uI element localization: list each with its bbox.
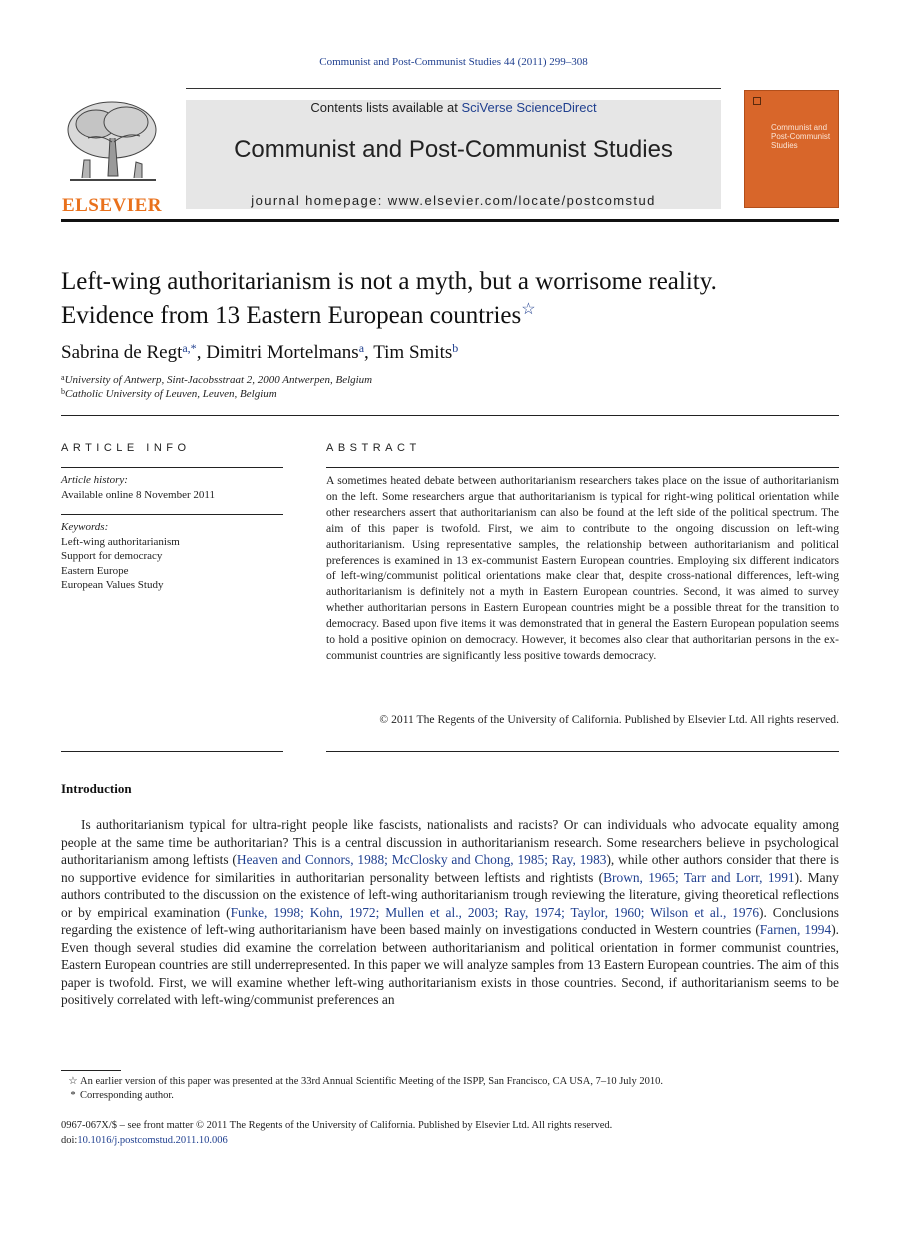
intro-text: ). Even though several studies did examine the correlation between authoritarianism and political orientation in former communist countries, Eastern European countries are still underrepresented. In this paper we will analyze samples from 13 Eastern European countries. The aim of this paper is twofold. First, we will examine whether left-wing authoritarianism exists in those countries. Second, if authoritarianism seems to be positively correlated with left-wing/communist preferences an	[61, 922, 840, 1007]
front-matter-line: 0967-067X/$ – see front matter © 2011 The Regents of the University of California. Published by Elsevier Ltd. All rights reserved.	[61, 1120, 613, 1131]
article-history-value: Available online 8 November 2011	[61, 488, 215, 501]
author-affiliation-mark[interactable]: a	[358, 341, 365, 355]
footnote-asterisk-icon: *	[70, 1090, 76, 1101]
elsevier-wordmark: ELSEVIER	[61, 195, 163, 216]
author-separator: ,	[196, 342, 207, 363]
footnote-text: Corresponding author.	[80, 1090, 174, 1101]
affiliation-text: University of Antwerp, Sint-Jacobsstraat 2, 2000 Antwerpen, Belgium	[64, 374, 373, 386]
doi-link[interactable]: 10.1016/j.postcomstud.2011.10.006	[77, 1135, 228, 1146]
introduction-heading: Introduction	[61, 781, 132, 796]
article-title	[61, 268, 851, 330]
intro-text: Is authoritarianism typical for ultra-right people like fascists, nationalists and racists? Or can individuals who advocate equality among people at the same time be authoritarian? This is a central discussion in authoritarianism research. Some researchers believe in psychological authoritarianism among leftists (	[61, 817, 839, 867]
cover-title: Communist and Post-Communist Studies	[771, 123, 831, 150]
intro-text: ). Conclusions regarding the existence of left-wing authoritarianism have been based mainly on investigations conducted in Western countries (	[61, 904, 840, 937]
cover-logo-icon	[753, 97, 761, 105]
article-info-heading: ARTICLE INFO	[61, 442, 191, 454]
title-footnote-star-icon[interactable]: ☆	[521, 301, 536, 318]
intro-reference-link[interactable]: Funke, 1998; Kohn, 1972; Mullen et al., 2003; Ray, 1974; Taylor, 1960; Wilson et al., 1976	[230, 904, 760, 920]
journal-name[interactable]: Communist and Post-Communist Studies	[234, 136, 673, 163]
affiliation-b	[61, 387, 277, 400]
article-info-bottom-rule	[61, 751, 283, 752]
contents-prefix: Contents lists available at	[310, 100, 462, 115]
keywords-block	[61, 520, 283, 593]
journal-homepage[interactable]: journal homepage: www.elsevier.com/locate/postcomstud	[251, 193, 656, 208]
intro-text: ). Many authors contributed to the discussion on the existence of left-wing authoritarianism trough reviewing the literature, giving theoretical reflections or by empirical examination (	[61, 869, 839, 920]
header-bottom-rule	[61, 219, 839, 222]
article-history-label: Article history:	[61, 474, 128, 486]
abstract-heading: ABSTRACT	[326, 442, 421, 454]
article-info-rule	[61, 467, 283, 468]
elsevier-tree-icon	[60, 98, 164, 186]
intro-reference-link[interactable]: Brown, 1965; Tarr and Lorr, 1991	[603, 869, 795, 885]
article-history	[61, 473, 283, 502]
affiliation-mark: a	[61, 373, 65, 382]
intro-reference-link[interactable]: Farnen, 1994	[759, 922, 832, 937]
author-affiliation-mark[interactable]: a,*	[182, 341, 197, 355]
footnote-text: An earlier version of this paper was presented at the 33rd Annual Scientific Meeting of the ISPP, San Francisco, CA USA, 7–10 July 2010.	[80, 1076, 663, 1087]
abstract-rule	[326, 467, 839, 468]
author-name[interactable]: Tim Smits	[373, 342, 453, 363]
journal-citation[interactable]: Communist and Post-Communist Studies 44 (2011) 299–308	[319, 56, 588, 68]
contents-line	[186, 100, 721, 115]
abstract-copyright: © 2011 The Regents of the University of California. Published by Elsevier Ltd. All rights reserved.	[379, 713, 839, 726]
footnote-presentation	[66, 1075, 663, 1087]
abstract-text: A sometimes heated debate between authoritarianism researchers takes place on the issue of authoritarianism on the left. Some researchers argue that authoritarianism is typical for right-wing political orientation while other researchers assert that authoritarianism can also be found at the left side of the political spectrum. The aim of this paper is twofold. First, we aim to contribute to the ongoing discussion on left-wing authoritarianism. Using representative samples, the relationship between authoritarianism and political preferences is examined in 13 ex-communist Eastern European countries. Employing six different indicators of left-wing/communist political orientations make clear that, despite cross-national differences, left-wing authoritarianism is definitely not a myth in Eastern European countries. Second, it was aimed to survey whether authoritarian persons in Eastern European countries might be a possible threat for the transition to democracy. Based upon five items it was demonstrated that in general the Eastern European population seems to hold a positive opinion on democracy. However, it becomes also clear that authoritarian persons in the ex-communist countries are significantly less positive towards democracy.	[326, 474, 839, 662]
author-affiliation-mark[interactable]: b	[452, 341, 459, 355]
affiliation-mark: b	[61, 387, 65, 396]
journal-cover-thumbnail[interactable]	[744, 90, 839, 208]
author-list	[61, 341, 458, 364]
keywords-label: Keywords:	[61, 521, 109, 533]
author-name[interactable]: Dimitri Mortelmans	[206, 342, 359, 363]
keyword-item: Support for democracy	[61, 550, 163, 562]
footnote-rule	[61, 1070, 121, 1071]
keywords-rule	[61, 514, 283, 515]
author-name[interactable]: Sabrina de Regt	[61, 342, 183, 363]
affiliation-text: Catholic University of Leuven, Leuven, Belgium	[65, 388, 277, 400]
keyword-item: European Values Study	[61, 579, 164, 591]
intro-reference-link[interactable]: Heaven and Connors, 1988; McClosky and Chong, 1985; Ray, 1983	[236, 852, 607, 867]
affiliation-a	[61, 373, 372, 386]
abstract-bottom-rule	[326, 751, 839, 752]
doi-prefix: doi:	[61, 1135, 78, 1146]
author-separator: ,	[364, 342, 374, 363]
sciencedirect-link[interactable]: SciVerse ScienceDirect	[461, 100, 597, 115]
header-top-rule	[186, 88, 721, 89]
title-line-1: Left-wing authoritarianism is not a myth, but a worrisome reality.	[61, 268, 717, 295]
doi-line	[61, 1135, 228, 1146]
keyword-item: Left-wing authoritarianism	[61, 535, 180, 548]
footnote-star-icon: ☆	[68, 1076, 78, 1087]
introduction-paragraph	[61, 816, 839, 1009]
elsevier-logo[interactable]	[60, 98, 164, 216]
keyword-item: Eastern Europe	[61, 564, 129, 577]
title-divider	[61, 415, 839, 416]
footnote-corresponding	[66, 1090, 174, 1101]
title-line-2: Evidence from 13 Eastern European countries	[61, 302, 522, 329]
intro-text: ), while other authors consider that there is no supportive evidence for similarities in authoritarian personality between leftists and rightists (	[61, 852, 839, 885]
